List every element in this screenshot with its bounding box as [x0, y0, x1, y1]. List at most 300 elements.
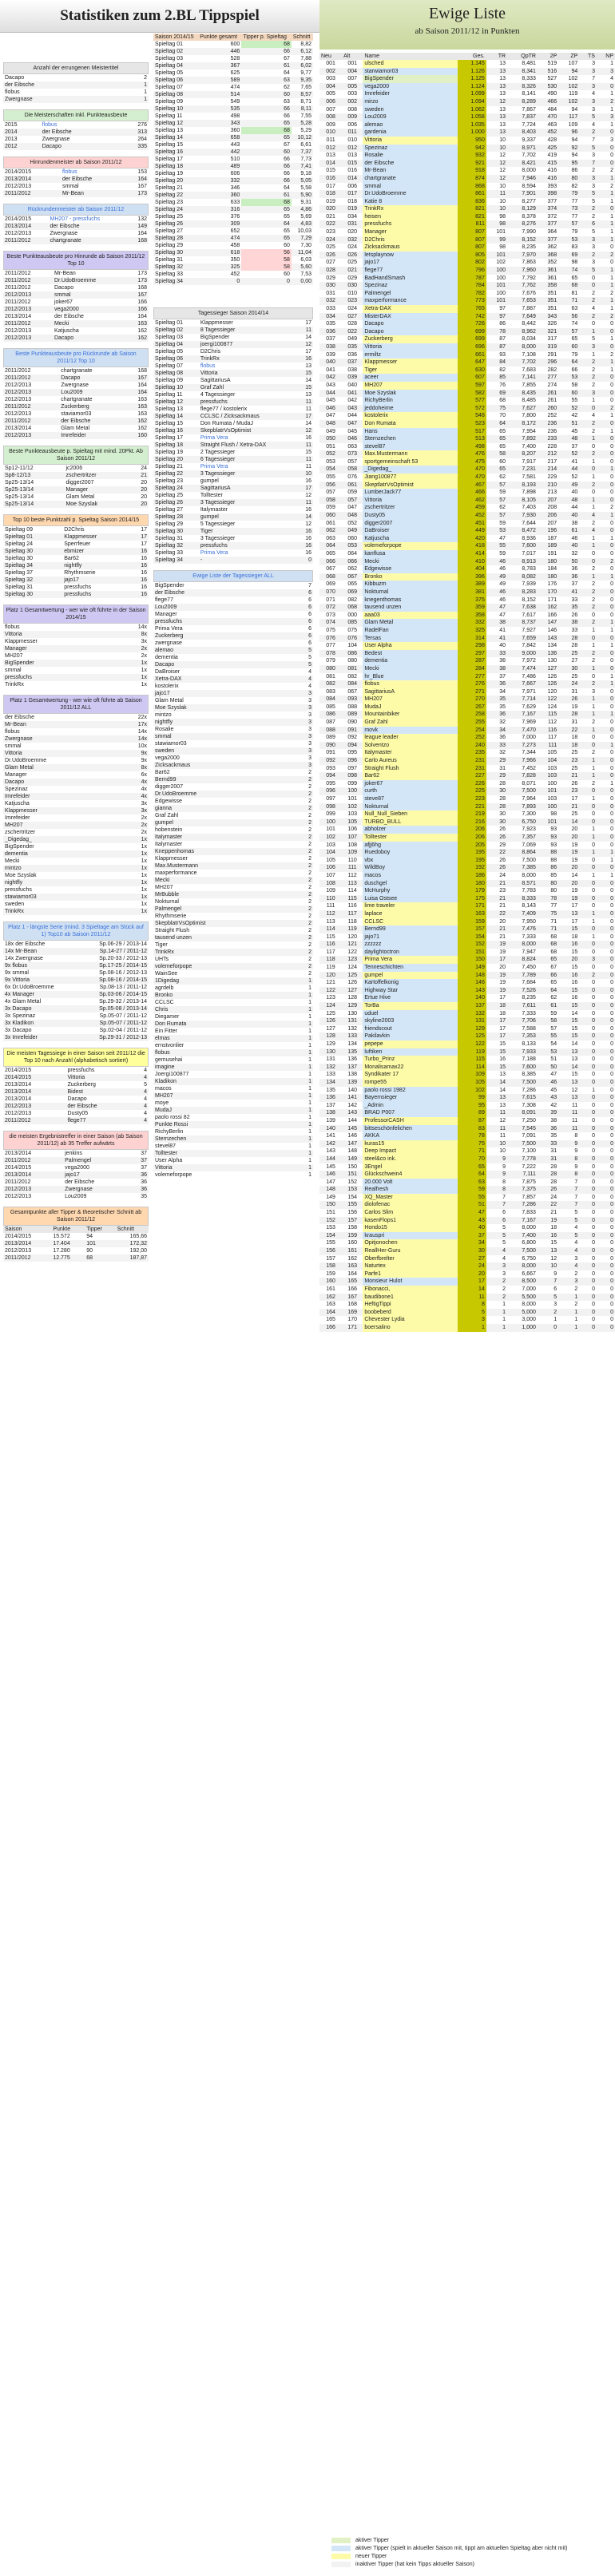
table-cell: Luisa Ostsee [363, 895, 458, 903]
table-cell: 7,333 [522, 933, 536, 940]
table-cell: 85 [486, 374, 507, 382]
table-cell: 452 [230, 271, 240, 277]
table-cell: 15 [558, 987, 579, 995]
table-cell: 2 [579, 650, 597, 658]
table-cell: 3Engel [363, 1163, 458, 1171]
table-cell: 119 [326, 965, 335, 971]
table-cell: 2 [579, 297, 597, 305]
table-cell: 78 [458, 1132, 486, 1140]
table-cell: 7,898 [522, 489, 536, 496]
best-spieltag-table [3, 465, 149, 508]
table-cell: 0 [610, 474, 613, 481]
table-cell: Spieltag 10 [153, 384, 199, 391]
table-cell: Spieltag 31 [155, 257, 184, 263]
table-header: QpTR [507, 53, 538, 60]
table-cell: 252 [458, 734, 486, 742]
table-row [153, 683, 313, 690]
table-cell: 1 [592, 627, 595, 633]
table-row [153, 791, 313, 798]
table-cell: 1 [610, 91, 613, 97]
table-row [319, 1316, 615, 1324]
table-cell: 474 [230, 85, 240, 90]
table-cell: maxperformance [363, 297, 458, 305]
table-cell: 5 [538, 1294, 558, 1302]
table-row [153, 985, 313, 992]
table-row [153, 48, 313, 55]
table-cell: 17 [499, 1025, 506, 1032]
table-cell: 77 [571, 213, 578, 220]
table-cell: Sternzechen [363, 435, 458, 443]
table-cell: kasenFlops1 [363, 1217, 458, 1225]
table-cell: 55 [458, 1194, 486, 1202]
table-cell: 0 [579, 1079, 597, 1087]
table-cell: 582 [458, 390, 486, 398]
table-cell: 14 [305, 421, 311, 426]
table-cell: 56 [558, 313, 579, 321]
table-cell: 206 [538, 512, 558, 520]
table-cell: 46 [499, 596, 506, 603]
table-cell: 95 [558, 160, 579, 168]
table-cell: 1 [579, 573, 597, 581]
table-cell: steve87 [363, 795, 458, 803]
table-cell: 65 [571, 275, 578, 281]
table-cell: 368 [538, 252, 558, 260]
table-cell: 490 [547, 91, 557, 97]
table-cell: Spieltag 01 [3, 533, 62, 541]
table-cell: 036 [347, 351, 358, 358]
table-cell: 102 [558, 98, 579, 106]
table-cell: 5 [308, 655, 311, 660]
table-cell: 7,600 [507, 542, 538, 550]
table-cell: 2 [486, 1294, 507, 1302]
meistertitel-title: Anzahl der errungenen Meistertitel [3, 62, 149, 74]
table-cell: Spieltag 21 [155, 464, 184, 470]
table-cell: 6x [141, 772, 147, 778]
table-cell: 46 [571, 535, 578, 541]
table-cell: bittseschönfelichen [363, 1125, 458, 1133]
table-cell: 1x [117, 894, 149, 901]
table-row [153, 334, 313, 341]
table-cell: 2 [308, 784, 311, 790]
table-row [319, 703, 615, 711]
table-cell: 351 [538, 297, 558, 305]
table-cell: 0 [610, 965, 613, 971]
table-cell: 61 [558, 527, 579, 535]
table-row [153, 406, 313, 413]
table-cell: Bronko [363, 573, 458, 581]
table-cell: Straight Flush [155, 928, 190, 933]
table-cell: 019 [342, 205, 363, 213]
table-row [3, 1233, 149, 1240]
table-cell: 58 [241, 264, 292, 271]
table-row [153, 1128, 313, 1135]
table-cell: 7,927 [522, 627, 536, 633]
table-cell: 0 [610, 489, 613, 496]
table-row [3, 555, 149, 562]
table-cell: 6,03 [300, 257, 311, 263]
table-cell: User Alpha [155, 1158, 183, 1163]
table-cell: 043 [326, 382, 335, 388]
table-cell: 0 [579, 1155, 597, 1163]
table-cell: 404 [458, 565, 486, 573]
table-cell: 13 [486, 68, 507, 76]
table-cell: 25 [571, 673, 578, 680]
table-cell: 7,842 [522, 643, 536, 649]
table-cell: 0 [610, 1270, 613, 1277]
table-cell: 57 [486, 482, 507, 489]
table-cell: 134 [547, 643, 557, 649]
table-row [3, 313, 149, 320]
table-cell: 7,333 [522, 1010, 536, 1017]
table-cell: 156 [319, 1247, 342, 1255]
table-cell: 091 [342, 727, 363, 735]
table-row [3, 562, 149, 569]
table-row [319, 864, 615, 872]
table-cell: Sp8-12/13 [3, 472, 64, 479]
table-cell: UHTs [155, 957, 169, 962]
table-cell: 1 [592, 458, 595, 465]
spieltage-box [153, 34, 313, 285]
table-cell: 2x [117, 822, 149, 829]
table-cell: 8,864 [507, 849, 538, 857]
table-cell: Dr.UdoBroemme [153, 791, 296, 798]
table-cell: 020 [347, 229, 358, 236]
table-cell: 115 [538, 711, 558, 719]
table-cell: 143 [326, 1148, 335, 1155]
table-cell: 2 [597, 558, 615, 566]
table-cell: 207 [547, 520, 557, 526]
table-cell: 176 [547, 581, 557, 588]
table-row [3, 526, 149, 533]
table-cell: 0 [597, 1294, 615, 1302]
table-row [153, 355, 313, 363]
table-cell: 2012/2013 [5, 411, 32, 417]
table-cell: pressfuchs [153, 618, 296, 625]
table-cell: 126 [538, 680, 558, 688]
table-cell: 0 [579, 880, 597, 888]
table-cell: 115 [342, 895, 363, 903]
table-cell: Dr.UdoBroemme [53, 277, 128, 284]
table-row [319, 880, 615, 888]
table-cell: 067 [347, 688, 358, 695]
table-cell: 164 [347, 1270, 358, 1277]
table-cell: 67 [284, 142, 290, 148]
table-cell: 313 [119, 129, 149, 136]
table-cell: 35 [141, 1194, 147, 1199]
table-cell: 14x [137, 729, 147, 735]
table-cell: 010 [347, 290, 358, 296]
table-cell: 1 [597, 297, 615, 305]
table-cell: 039 [342, 374, 363, 382]
table-cell: 1 [592, 643, 595, 649]
table-cell: 046 [319, 405, 342, 413]
table-cell: 005 [342, 83, 363, 91]
table-cell: 73 [558, 205, 579, 213]
table-cell: 519 [547, 61, 557, 66]
table-cell: 221 [458, 803, 486, 811]
table-row [3, 850, 149, 858]
table-cell: 115 [326, 933, 335, 940]
table-cell: Dacapo [3, 779, 117, 786]
table-cell: jc2006 [65, 466, 83, 471]
table-row [319, 68, 615, 76]
table-cell: Ruedoboy [363, 849, 458, 857]
table-cell: Spieltag 08 [153, 91, 198, 98]
table-cell: 53 [538, 1048, 558, 1056]
table-cell: 99 [458, 1094, 486, 1102]
table-cell: 8,235 [522, 244, 536, 251]
table-cell: 163 [137, 397, 147, 402]
table-cell: 1 [610, 306, 613, 311]
table-cell: BigSpender [155, 583, 184, 589]
table-cell: 067 [326, 566, 335, 573]
table-row [319, 1017, 615, 1025]
table-cell: 93 [538, 834, 558, 842]
table-cell: 5 [592, 229, 595, 236]
table-cell: 135 [342, 1048, 363, 1056]
table-row [3, 955, 149, 962]
table-row [319, 1286, 615, 1294]
table-cell: aaa03 [363, 612, 458, 620]
table-cell: 13 [486, 1094, 507, 1102]
table-cell: 4x Manager [3, 991, 77, 998]
table-row [153, 528, 313, 535]
table-cell: Kartoffelkonig [363, 979, 458, 987]
table-cell: 2 [296, 819, 313, 826]
table-cell: 3x [141, 801, 147, 806]
table-cell: Prima Vera [155, 626, 183, 632]
table-cell: 11 [300, 442, 313, 449]
table-cell: pressfuchs [199, 398, 300, 406]
table-cell: 47 [499, 612, 506, 618]
table-row [3, 136, 149, 143]
table-cell: 109 [568, 121, 578, 128]
table-cell: 1 [610, 213, 613, 220]
table-cell: 1 [579, 910, 597, 918]
table-cell: 0 [597, 834, 615, 842]
table-row [3, 674, 149, 681]
table-cell: 125 [458, 1032, 486, 1040]
table-cell: 119 [458, 1048, 486, 1056]
table-cell: 0 [610, 1133, 613, 1139]
legend-item [331, 2554, 603, 2559]
table-header: Name [363, 53, 458, 60]
table-cell: 124 [347, 965, 358, 971]
table-row [153, 184, 313, 192]
table-cell: 0 [579, 558, 597, 566]
table-cell: 64 [284, 70, 290, 76]
table-cell: 65 [241, 206, 292, 213]
table-cell: Zuckerberg [363, 335, 458, 343]
table-cell: smmal [363, 183, 458, 191]
table-row [319, 910, 615, 918]
table-cell: 2012 [3, 143, 41, 150]
table-cell: 18 [571, 735, 578, 741]
table-row [319, 1071, 615, 1079]
table-cell: 932 [458, 152, 486, 160]
table-cell: 080 [319, 665, 342, 673]
table-row [319, 795, 615, 803]
table-row [319, 450, 615, 458]
table-cell: 095 [326, 780, 335, 787]
table-cell: 048 [319, 420, 342, 428]
table-cell: 74 [571, 321, 578, 327]
table-cell: 0 [579, 1109, 597, 1117]
table-cell: 7,917 [522, 458, 536, 465]
table-cell: 0 [610, 244, 613, 251]
table-cell: 152 [458, 941, 486, 949]
table-cell: lime traveler [363, 902, 458, 910]
table-row [319, 1025, 615, 1033]
table-row [319, 305, 615, 313]
table-cell: 9,000 [507, 650, 538, 658]
table-cell: 65 [486, 466, 507, 474]
table-cell: kanflusa [363, 550, 458, 558]
table-cell: 0 [610, 1010, 613, 1017]
table-cell: 0 [610, 566, 613, 573]
table-cell: 7 [579, 160, 597, 168]
table-cell: 100 [496, 275, 506, 281]
table-cell: 42 [550, 1102, 557, 1108]
table-cell: stawiamor03 [3, 894, 117, 901]
table-cell: 010 [319, 129, 342, 137]
table-cell: 0 [579, 1171, 597, 1179]
table-cell: 2 [308, 870, 311, 876]
table-cell: Italymaster [363, 749, 458, 757]
tagessiege-saison-table [3, 1067, 149, 1124]
table-cell: 187 [547, 535, 557, 541]
table-cell: 16 [300, 542, 313, 549]
table-cell: Sp.03-06 / 2014-15 [77, 991, 149, 998]
table-cell: 21 [486, 925, 507, 933]
table-cell: 260 [538, 405, 558, 413]
table-cell: Max.Mustermann [153, 862, 296, 870]
table-cell: 7,41 [292, 163, 313, 170]
table-row [153, 264, 313, 271]
table-cell: 0 [597, 910, 615, 918]
table-cell: 443 [230, 142, 240, 148]
table-cell: 235 [458, 749, 486, 757]
table-cell: 0 [592, 811, 595, 818]
table-cell: Punkte Rossi [153, 1121, 296, 1128]
table-cell: 0 [592, 735, 595, 741]
table-cell: 33 [571, 627, 578, 633]
table-cell: 3 [502, 1270, 506, 1277]
table-cell: 0 [592, 612, 595, 618]
table-row [319, 497, 615, 505]
table-cell: 11 [572, 1102, 578, 1108]
table-cell: 141 [342, 1094, 363, 1102]
table-row [153, 676, 313, 683]
table-cell: 0 [610, 750, 613, 756]
table-cell: User Alpha [363, 642, 458, 650]
table-cell: 0 [610, 1179, 613, 1185]
table-cell: 40 [558, 542, 579, 550]
table-cell: 7,308 [522, 1102, 536, 1108]
table-cell: Bronko [153, 992, 296, 999]
table-row [153, 1049, 313, 1056]
table-cell: 1x [141, 858, 147, 864]
table-cell: 19 [499, 980, 506, 986]
table-cell: 1 [308, 1043, 311, 1048]
table-row [3, 879, 149, 886]
table-cell: 784 [458, 282, 486, 290]
table-row [319, 1064, 615, 1072]
table-cell: 1 [296, 1006, 313, 1013]
table-cell: 14 [305, 378, 311, 383]
table-row [3, 81, 149, 89]
table-row [319, 1209, 615, 1217]
best-hinrunde-title: Beste Punkteausbeute pro Hinrunde ab Saison 2011/12 Top 10 [3, 251, 149, 270]
table-cell: 1 [579, 772, 597, 780]
legend-label: aktiver Tipper [355, 2538, 390, 2543]
gesamtpunkte-box [3, 1207, 149, 1262]
table-cell: 64 [558, 359, 579, 367]
table-cell: 918 [458, 167, 486, 175]
table-cell: 726 [458, 320, 486, 328]
table-cell: 14 [499, 1087, 506, 1093]
table-cell: 2 [592, 213, 595, 220]
table-cell: XQ_Master [363, 1194, 458, 1202]
table-cell: 0 [579, 1017, 597, 1025]
table-row [153, 977, 313, 985]
table-cell: 458 [230, 243, 240, 248]
table-cell: 276 [458, 680, 486, 688]
table-cell: WainSee [155, 971, 178, 977]
table-cell: 62 [499, 474, 506, 481]
table-cell: joker67 [363, 780, 458, 788]
table-cell: MH207 [363, 382, 458, 390]
table-cell: 140 [319, 1125, 342, 1133]
table-cell: 787 [458, 275, 486, 283]
table-cell: 4 [308, 669, 311, 675]
table-cell: Tersas [363, 635, 458, 643]
table-cell: 9,31 [300, 200, 311, 205]
table-cell: Mr-Bean [363, 167, 458, 175]
table-cell: 28 [558, 711, 579, 719]
table-cell: 21 [558, 772, 579, 780]
table-cell: 1 [296, 977, 313, 985]
table-cell: 1 [296, 1020, 313, 1028]
table-cell: 103 [538, 772, 558, 780]
table-row [153, 719, 313, 726]
table-cell: 20 [131, 501, 149, 508]
table-cell: Realfresh [363, 1186, 458, 1194]
table-cell: 7,702 [522, 153, 536, 159]
table-cell: 111 [538, 742, 558, 750]
table-cell: stevel87 [363, 443, 458, 451]
table-cell: 2 [592, 750, 595, 756]
legend-swatch [331, 2554, 351, 2559]
table-row [153, 654, 313, 661]
table-cell: 9,35 [292, 77, 313, 84]
table-row [3, 1067, 149, 1074]
table-row [319, 290, 615, 298]
table-row [319, 650, 615, 658]
table-cell: 18 [550, 1225, 557, 1231]
table-cell: jajo17 [363, 259, 458, 267]
table-cell: 39 [538, 1109, 558, 1117]
table-cell: 66 [284, 157, 290, 162]
table-cell: 0 [610, 888, 613, 894]
table-cell: 18 [486, 1002, 507, 1010]
table-cell: 7,789 [507, 972, 538, 980]
table-cell: 2 [296, 906, 313, 913]
table-cell: 267 [458, 703, 486, 711]
table-cell: 9 [502, 1163, 506, 1170]
table-row [319, 727, 615, 735]
table-cell: 063 [347, 443, 358, 450]
